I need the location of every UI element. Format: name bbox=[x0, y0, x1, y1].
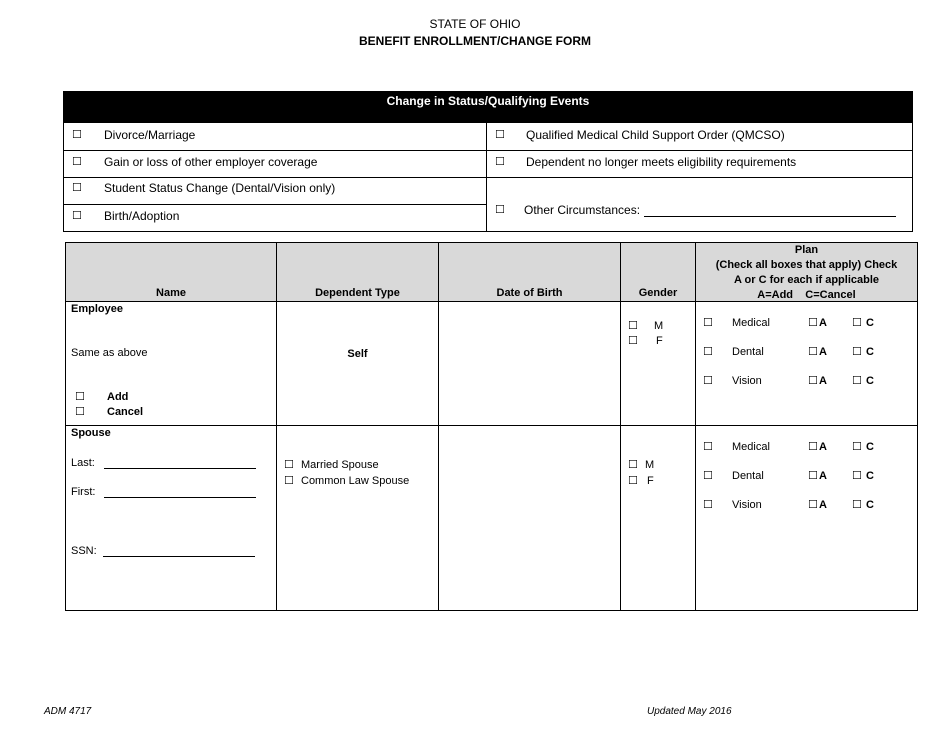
employee-add-label: Add bbox=[107, 391, 129, 403]
qmcso-label: Qualified Medical Child Support Order (QMCSO) bbox=[526, 128, 785, 142]
col-header-plan bbox=[696, 243, 917, 303]
employee-gender-m-label: M bbox=[654, 320, 664, 332]
divider bbox=[66, 425, 917, 426]
spouse-gender-f-checkbox[interactable]: ☐ bbox=[628, 474, 638, 487]
employee-medical-label: Medical bbox=[732, 317, 770, 329]
plan-header-line: Plan bbox=[794, 244, 819, 256]
birth-adoption-label: Birth/Adoption bbox=[104, 209, 180, 223]
common-law-spouse-checkbox[interactable]: ☐ bbox=[284, 474, 294, 487]
spouse-dental-add-checkbox[interactable]: ☐ bbox=[808, 469, 818, 482]
spouse-first-label: First: bbox=[71, 486, 96, 498]
spouse-vision-cancel-checkbox[interactable]: ☐ bbox=[852, 498, 862, 511]
eligibility-checkbox[interactable]: ☐ bbox=[495, 155, 505, 168]
employee-vision-label: Vision bbox=[732, 375, 762, 387]
divider bbox=[64, 204, 486, 205]
plan-header-line: A=Add C=Cancel bbox=[757, 289, 856, 301]
updated-date: Updated May 2016 bbox=[647, 706, 732, 717]
spouse-medical-cancel-label: C bbox=[866, 441, 874, 453]
employee-dental-cancel-checkbox[interactable]: ☐ bbox=[852, 345, 862, 358]
spouse-gender-m-checkbox[interactable]: ☐ bbox=[628, 458, 638, 471]
spouse-medical-label: Medical bbox=[732, 441, 770, 453]
employee-medical-add-label: A bbox=[819, 317, 827, 329]
divider bbox=[487, 177, 912, 178]
col-header-dob: Date of Birth bbox=[496, 287, 563, 299]
divider bbox=[487, 150, 912, 151]
state-heading: STATE OF OHIO bbox=[429, 17, 521, 31]
spouse-ssn-label: SSN: bbox=[71, 545, 97, 557]
employee-same-as-above: Same as above bbox=[71, 347, 148, 359]
employee-add-checkbox[interactable]: ☐ bbox=[75, 390, 85, 403]
employee-vision-add-checkbox[interactable]: ☐ bbox=[808, 374, 818, 387]
employee-medical-cancel-label: C bbox=[866, 317, 874, 329]
spouse-dental-checkbox[interactable]: ☐ bbox=[703, 469, 713, 482]
qualifying-events-table bbox=[63, 91, 913, 232]
employee-medical-add-checkbox[interactable]: ☐ bbox=[808, 316, 818, 329]
spouse-vision-add-label: A bbox=[819, 499, 827, 511]
married-spouse-label: Married Spouse bbox=[301, 459, 379, 471]
employee-dental-cancel-label: C bbox=[866, 346, 874, 358]
spouse-ssn-field[interactable] bbox=[103, 556, 255, 557]
divorce-label: Divorce/Marriage bbox=[104, 128, 196, 142]
spouse-medical-cancel-checkbox[interactable]: ☐ bbox=[852, 440, 862, 453]
employer-coverage-checkbox[interactable]: ☐ bbox=[72, 155, 82, 168]
employee-medical-checkbox[interactable]: ☐ bbox=[703, 316, 713, 329]
employee-vision-cancel-label: C bbox=[866, 375, 874, 387]
qualifying-events-title: Change in Status/Qualifying Events bbox=[64, 92, 912, 123]
common-law-spouse-label: Common Law Spouse bbox=[301, 475, 410, 487]
employee-dependent-type: Self bbox=[347, 348, 368, 360]
student-status-checkbox[interactable]: ☐ bbox=[72, 181, 82, 194]
col-header-gender: Gender bbox=[638, 287, 678, 299]
employee-dental-add-label: A bbox=[819, 346, 827, 358]
employee-cancel-label: Cancel bbox=[107, 406, 144, 418]
plan-header-line: (Check all boxes that apply) Check bbox=[715, 259, 898, 271]
spouse-medical-add-label: A bbox=[819, 441, 827, 453]
spouse-dental-cancel-label: C bbox=[866, 470, 874, 482]
spouse-gender-f-label: F bbox=[647, 475, 654, 487]
employee-gender-f-checkbox[interactable]: ☐ bbox=[628, 334, 638, 347]
employee-dental-label: Dental bbox=[732, 346, 764, 358]
spouse-last-label: Last: bbox=[71, 457, 95, 469]
married-spouse-checkbox[interactable]: ☐ bbox=[284, 458, 294, 471]
spouse-first-field[interactable] bbox=[104, 497, 256, 498]
plan-header-line: A or C for each if applicable bbox=[733, 274, 880, 286]
employee-medical-cancel-checkbox[interactable]: ☐ bbox=[852, 316, 862, 329]
spouse-vision-add-checkbox[interactable]: ☐ bbox=[808, 498, 818, 511]
spouse-vision-checkbox[interactable]: ☐ bbox=[703, 498, 713, 511]
divider bbox=[64, 150, 486, 151]
eligibility-label: Dependent no longer meets eligibility requirements bbox=[526, 155, 797, 169]
employer-coverage-label: Gain or loss of other employer coverage bbox=[104, 155, 318, 169]
employee-dental-checkbox[interactable]: ☐ bbox=[703, 345, 713, 358]
other-circumstances-line[interactable] bbox=[644, 216, 896, 217]
other-checkbox[interactable]: ☐ bbox=[495, 203, 505, 216]
col-header-name: Name bbox=[156, 287, 186, 299]
other-label: Other Circumstances: bbox=[524, 203, 641, 217]
employee-vision-checkbox[interactable]: ☐ bbox=[703, 374, 713, 387]
dependents-table bbox=[65, 242, 918, 611]
spouse-vision-label: Vision bbox=[732, 499, 762, 511]
employee-label: Employee bbox=[71, 303, 123, 315]
employee-gender-f-label: F bbox=[656, 335, 663, 347]
form-number: ADM 4717 bbox=[44, 706, 92, 717]
form-title: BENEFIT ENROLLMENT/CHANGE FORM bbox=[359, 34, 591, 48]
spouse-medical-add-checkbox[interactable]: ☐ bbox=[808, 440, 818, 453]
employee-gender-m-checkbox[interactable]: ☐ bbox=[628, 319, 638, 332]
spouse-dental-label: Dental bbox=[732, 470, 764, 482]
spouse-dental-cancel-checkbox[interactable]: ☐ bbox=[852, 469, 862, 482]
employee-dental-add-checkbox[interactable]: ☐ bbox=[808, 345, 818, 358]
qmcso-checkbox[interactable]: ☐ bbox=[495, 128, 505, 141]
divorce-checkbox[interactable]: ☐ bbox=[72, 128, 82, 141]
col-header-dependent-type: Dependent Type bbox=[315, 287, 400, 299]
student-status-label: Student Status Change (Dental/Vision only) bbox=[104, 181, 336, 195]
spouse-gender-m-label: M bbox=[645, 459, 655, 471]
employee-vision-add-label: A bbox=[819, 375, 827, 387]
spouse-medical-checkbox[interactable]: ☐ bbox=[703, 440, 713, 453]
employee-cancel-checkbox[interactable]: ☐ bbox=[75, 405, 85, 418]
spouse-vision-cancel-label: C bbox=[866, 499, 874, 511]
spouse-label: Spouse bbox=[71, 427, 111, 439]
spouse-last-field[interactable] bbox=[104, 468, 256, 469]
spouse-dental-add-label: A bbox=[819, 470, 827, 482]
birth-adoption-checkbox[interactable]: ☐ bbox=[72, 209, 82, 222]
employee-vision-cancel-checkbox[interactable]: ☐ bbox=[852, 374, 862, 387]
divider bbox=[64, 177, 486, 178]
